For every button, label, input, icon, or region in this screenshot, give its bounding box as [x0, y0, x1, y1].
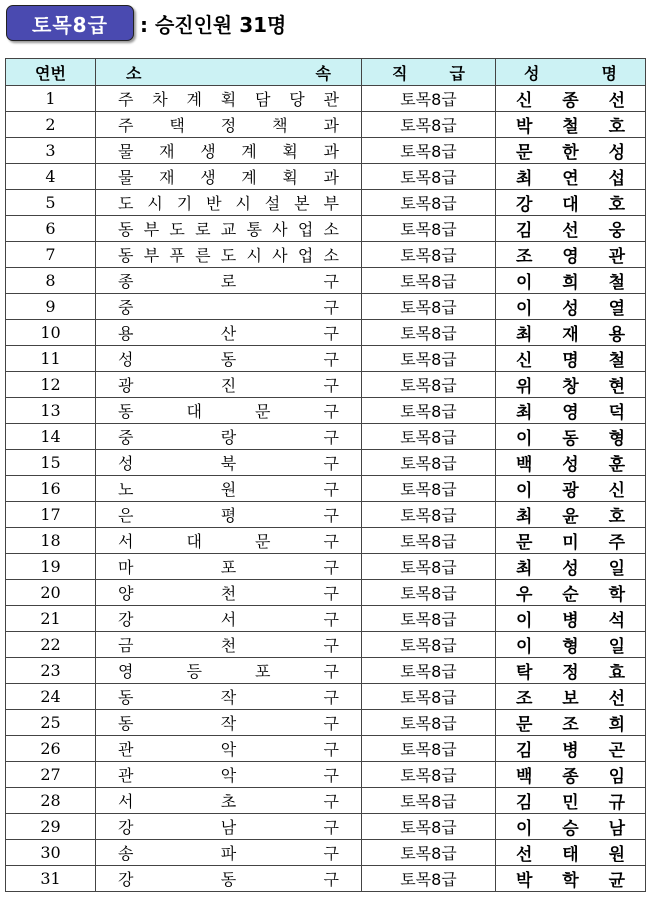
row-name: [496, 736, 646, 762]
table-row: [6, 554, 646, 580]
table-row: [6, 710, 646, 736]
table-row: [6, 424, 646, 450]
row-name-text: 이 승 남: [516, 819, 625, 839]
row-affiliation: [96, 580, 362, 606]
row-grade: 토목8급: [362, 814, 496, 840]
row-affiliation-text: 관 악 구: [118, 740, 339, 759]
row-grade: 토목8급: [362, 268, 496, 294]
table-row: [6, 86, 646, 112]
row-name: [496, 216, 646, 242]
row-affiliation: [96, 554, 362, 580]
row-grade: 토목8급: [362, 86, 496, 112]
row-number: 21: [6, 606, 96, 632]
row-name: [496, 762, 646, 788]
row-name-text: 이 병 석: [516, 611, 625, 631]
column-header-grade: [362, 59, 496, 86]
row-affiliation-text: 동 대 문 구: [118, 402, 339, 421]
table-row: [6, 346, 646, 372]
row-name-text: 이 성 열: [516, 299, 625, 319]
column-header-affiliation-label: 소 속: [126, 63, 331, 83]
row-grade: 토목8급: [362, 528, 496, 554]
row-name-text: 문 조 희: [516, 715, 625, 735]
row-grade: 토목8급: [362, 476, 496, 502]
row-name-text: 최 재 용: [516, 325, 625, 345]
row-number: 1: [6, 86, 96, 112]
row-name-text: 이 희 철: [516, 273, 625, 293]
table-row: [6, 684, 646, 710]
table-row: [6, 658, 646, 684]
row-name-text: 최 연 섭: [516, 169, 625, 189]
table-row: [6, 164, 646, 190]
table-row: [6, 242, 646, 268]
row-affiliation-text: 종 로 구: [118, 272, 339, 291]
row-affiliation-text: 동 부 푸 른 도 시 사 업 소: [118, 246, 339, 265]
row-affiliation: [96, 424, 362, 450]
row-grade: 토목8급: [362, 346, 496, 372]
row-name: [496, 372, 646, 398]
row-name: [496, 450, 646, 476]
row-affiliation-text: 광 진 구: [118, 376, 339, 395]
row-grade: 토목8급: [362, 398, 496, 424]
row-affiliation: [96, 164, 362, 190]
table-row: [6, 736, 646, 762]
table-row: [6, 450, 646, 476]
row-number: 22: [6, 632, 96, 658]
row-name: [496, 554, 646, 580]
row-affiliation: [96, 684, 362, 710]
row-number: 6: [6, 216, 96, 242]
row-name: [496, 268, 646, 294]
row-grade: 토목8급: [362, 242, 496, 268]
row-number: 25: [6, 710, 96, 736]
row-affiliation-text: 영 등 포 구: [118, 662, 339, 681]
table-row: [6, 788, 646, 814]
table-row: [6, 112, 646, 138]
row-name-text: 박 철 호: [516, 117, 625, 137]
row-name: [496, 866, 646, 892]
row-name: [496, 632, 646, 658]
row-name-text: 백 종 임: [516, 767, 625, 787]
row-name: [496, 528, 646, 554]
row-affiliation: [96, 268, 362, 294]
row-grade: 토목8급: [362, 216, 496, 242]
row-name-text: 탁 정 효: [516, 663, 625, 683]
promotion-table: [5, 58, 646, 892]
row-affiliation: [96, 190, 362, 216]
row-affiliation: [96, 86, 362, 112]
row-name-text: 조 영 관: [516, 247, 625, 267]
table-row: [6, 268, 646, 294]
row-affiliation: [96, 320, 362, 346]
row-number: 24: [6, 684, 96, 710]
row-name: [496, 580, 646, 606]
row-grade: 토목8급: [362, 866, 496, 892]
row-grade: 토목8급: [362, 190, 496, 216]
row-name-text: 이 광 신: [516, 481, 625, 501]
row-affiliation: [96, 814, 362, 840]
row-number: 15: [6, 450, 96, 476]
row-grade: 토목8급: [362, 606, 496, 632]
table-row: [6, 294, 646, 320]
row-grade: 토목8급: [362, 320, 496, 346]
row-grade: 토목8급: [362, 294, 496, 320]
row-number: 16: [6, 476, 96, 502]
row-name: [496, 424, 646, 450]
row-affiliation-text: 서 초 구: [118, 792, 339, 811]
row-affiliation-text: 관 악 구: [118, 766, 339, 785]
row-name-text: 김 민 규: [516, 793, 625, 813]
row-affiliation: [96, 112, 362, 138]
table-row: [6, 606, 646, 632]
row-affiliation: [96, 216, 362, 242]
row-affiliation-text: 은 평 구: [118, 506, 339, 525]
row-name: [496, 684, 646, 710]
row-affiliation-text: 강 동 구: [118, 870, 339, 889]
row-name: [496, 502, 646, 528]
table-row: [6, 502, 646, 528]
row-affiliation-text: 용 산 구: [118, 324, 339, 343]
row-affiliation: [96, 528, 362, 554]
row-name: [496, 86, 646, 112]
table-row: [6, 320, 646, 346]
row-name-text: 강 대 호: [516, 195, 625, 215]
row-name: [496, 658, 646, 684]
row-affiliation: [96, 788, 362, 814]
row-grade: 토목8급: [362, 632, 496, 658]
row-name-text: 위 창 현: [516, 377, 625, 397]
row-number: 4: [6, 164, 96, 190]
row-affiliation: [96, 346, 362, 372]
row-number: 28: [6, 788, 96, 814]
table-row: [6, 528, 646, 554]
column-header-name: [496, 59, 646, 86]
row-affiliation-text: 강 남 구: [118, 818, 339, 837]
row-affiliation: [96, 502, 362, 528]
row-grade: 토목8급: [362, 684, 496, 710]
column-header-affiliation: [96, 59, 362, 86]
row-name: [496, 788, 646, 814]
row-name-text: 최 윤 호: [516, 507, 625, 527]
table-row: [6, 138, 646, 164]
row-affiliation-text: 물 재 생 계 획 과: [118, 142, 339, 161]
row-grade: 토목8급: [362, 710, 496, 736]
row-name: [496, 320, 646, 346]
row-name-text: 조 보 선: [516, 689, 625, 709]
row-number: 12: [6, 372, 96, 398]
row-number: 27: [6, 762, 96, 788]
row-name-text: 신 명 철: [516, 351, 625, 371]
row-number: 29: [6, 814, 96, 840]
row-name-text: 최 영 덕: [516, 403, 625, 423]
row-name: [496, 398, 646, 424]
table-row: [6, 476, 646, 502]
row-name: [496, 346, 646, 372]
row-number: 7: [6, 242, 96, 268]
table-row: [6, 840, 646, 866]
row-name: [496, 112, 646, 138]
row-affiliation-text: 동 작 구: [118, 714, 339, 733]
row-affiliation-text: 강 서 구: [118, 610, 339, 629]
row-affiliation: [96, 866, 362, 892]
row-grade: 토목8급: [362, 788, 496, 814]
row-affiliation-text: 물 재 생 계 획 과: [118, 168, 339, 187]
row-number: 5: [6, 190, 96, 216]
column-header-no: 연번: [6, 59, 96, 86]
row-number: 30: [6, 840, 96, 866]
row-number: 3: [6, 138, 96, 164]
row-name: [496, 242, 646, 268]
table-row: [6, 632, 646, 658]
row-affiliation-text: 중 랑 구: [118, 428, 339, 447]
row-affiliation-text: 노 원 구: [118, 480, 339, 499]
row-name: [496, 710, 646, 736]
row-affiliation: [96, 450, 362, 476]
row-affiliation: [96, 840, 362, 866]
row-affiliation: [96, 138, 362, 164]
table-row: [6, 216, 646, 242]
table-row: [6, 866, 646, 892]
row-affiliation-text: 성 북 구: [118, 454, 339, 473]
row-name-text: 문 미 주: [516, 533, 625, 553]
row-affiliation: [96, 606, 362, 632]
row-name: [496, 814, 646, 840]
row-name-text: 문 한 성: [516, 143, 625, 163]
row-number: 11: [6, 346, 96, 372]
row-affiliation-text: 송 파 구: [118, 844, 339, 863]
row-affiliation-text: 성 동 구: [118, 350, 339, 369]
row-grade: 토목8급: [362, 658, 496, 684]
row-affiliation: [96, 710, 362, 736]
row-affiliation: [96, 372, 362, 398]
row-affiliation-text: 주 차 계 획 담 당 관: [118, 90, 339, 109]
row-grade: 토목8급: [362, 164, 496, 190]
row-affiliation-text: 금 천 구: [118, 636, 339, 655]
row-name-text: 신 종 선: [516, 91, 625, 111]
row-number: 20: [6, 580, 96, 606]
row-name-text: 최 성 일: [516, 559, 625, 579]
row-affiliation-text: 중 구: [118, 298, 339, 317]
row-name-text: 이 동 형: [516, 429, 625, 449]
row-name: [496, 164, 646, 190]
row-affiliation: [96, 242, 362, 268]
title-badge: 토목8급: [6, 5, 134, 41]
row-grade: 토목8급: [362, 112, 496, 138]
row-affiliation: [96, 736, 362, 762]
row-name-text: 김 병 곤: [516, 741, 625, 761]
row-affiliation: [96, 398, 362, 424]
table-row: [6, 762, 646, 788]
row-affiliation-text: 도 시 기 반 시 설 본 부: [118, 194, 339, 213]
row-grade: 토목8급: [362, 736, 496, 762]
row-affiliation-text: 주 택 정 책 과: [118, 116, 339, 135]
row-number: 2: [6, 112, 96, 138]
row-grade: 토목8급: [362, 450, 496, 476]
row-affiliation: [96, 762, 362, 788]
row-number: 13: [6, 398, 96, 424]
table-row: [6, 814, 646, 840]
row-grade: 토목8급: [362, 840, 496, 866]
row-number: 10: [6, 320, 96, 346]
row-number: 19: [6, 554, 96, 580]
row-name-text: 박 학 균: [516, 871, 625, 891]
row-grade: 토목8급: [362, 424, 496, 450]
table-header-row: [6, 59, 646, 86]
row-affiliation: [96, 476, 362, 502]
table-row: [6, 372, 646, 398]
row-grade: 토목8급: [362, 762, 496, 788]
row-number: 31: [6, 866, 96, 892]
row-affiliation-text: 서 대 문 구: [118, 532, 339, 551]
row-name: [496, 606, 646, 632]
row-affiliation-text: 동 작 구: [118, 688, 339, 707]
row-affiliation-text: 동 부 도 로 교 통 사 업 소: [118, 220, 339, 239]
row-grade: 토목8급: [362, 138, 496, 164]
row-affiliation: [96, 632, 362, 658]
row-name-text: 우 순 학: [516, 585, 625, 605]
column-header-grade-label: 직 급: [392, 63, 465, 83]
row-affiliation-text: 마 포 구: [118, 558, 339, 577]
table-body: [6, 86, 646, 892]
table-row: [6, 580, 646, 606]
row-number: 9: [6, 294, 96, 320]
row-number: 26: [6, 736, 96, 762]
row-name: [496, 476, 646, 502]
row-name: [496, 138, 646, 164]
page-header: [6, 5, 286, 41]
row-number: 8: [6, 268, 96, 294]
row-number: 17: [6, 502, 96, 528]
row-grade: 토목8급: [362, 554, 496, 580]
row-affiliation: [96, 294, 362, 320]
row-number: 23: [6, 658, 96, 684]
row-grade: 토목8급: [362, 502, 496, 528]
row-affiliation: [96, 658, 362, 684]
row-number: 14: [6, 424, 96, 450]
row-name-text: 이 형 일: [516, 637, 625, 657]
table-row: [6, 398, 646, 424]
row-name: [496, 190, 646, 216]
table-row: [6, 190, 646, 216]
row-name-text: 선 태 원: [516, 845, 625, 865]
row-grade: 토목8급: [362, 372, 496, 398]
row-number: 18: [6, 528, 96, 554]
row-grade: 토목8급: [362, 580, 496, 606]
row-name-text: 김 선 웅: [516, 221, 625, 241]
page-subtitle: : 승진인원 31명: [140, 12, 287, 37]
row-affiliation-text: 양 천 구: [118, 584, 339, 603]
column-header-name-label: 성 명: [524, 63, 617, 83]
row-name-text: 백 성 훈: [516, 455, 625, 475]
row-name: [496, 840, 646, 866]
row-name: [496, 294, 646, 320]
